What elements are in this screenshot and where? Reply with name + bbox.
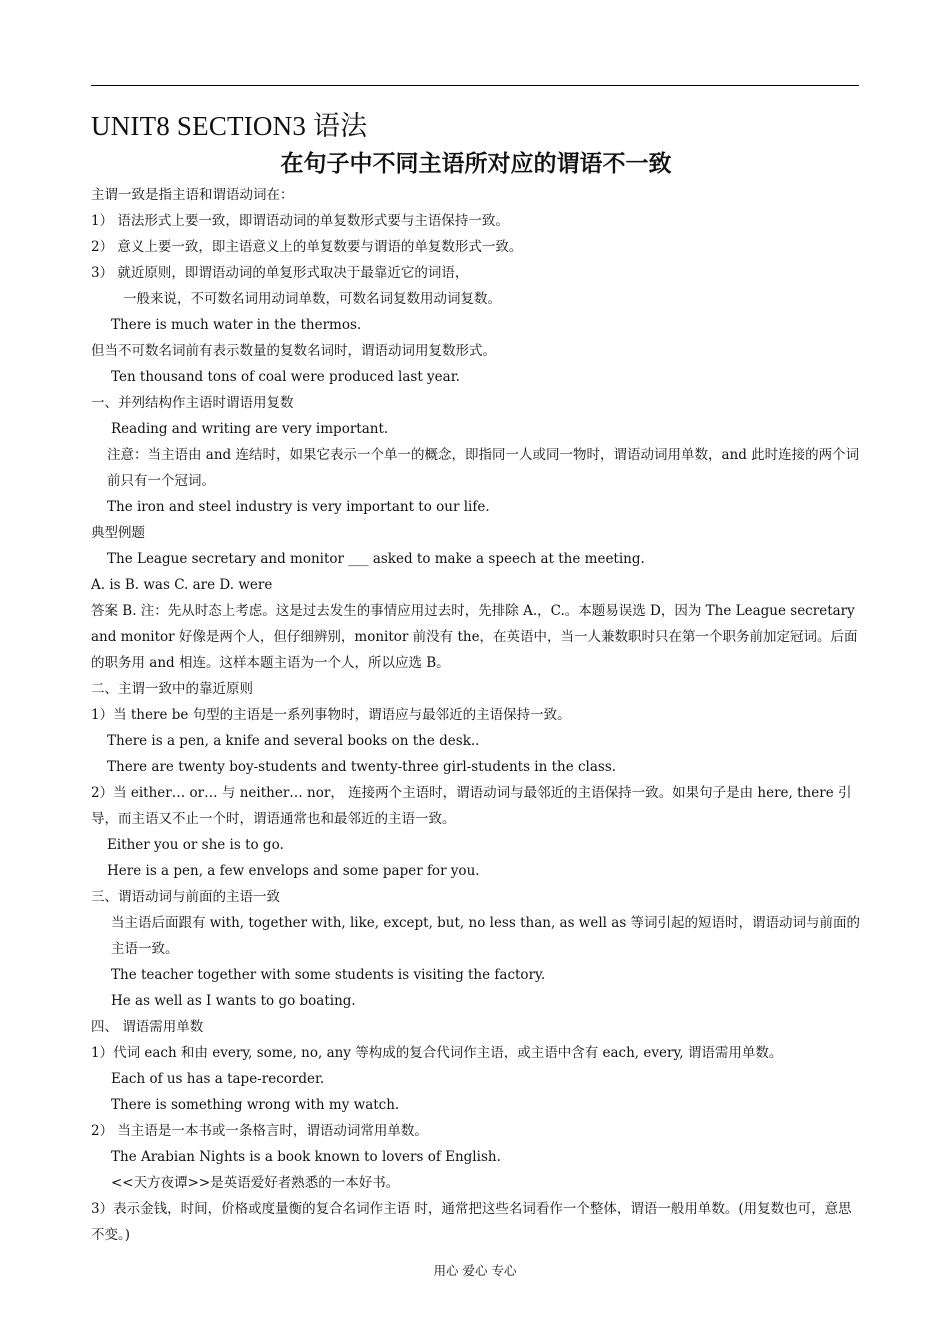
text-line: 主谓一致是指主语和谓语动词在： [91,187,294,203]
text-line: 注意：当主语由 and 连结时，如果它表示一个单一的概念，即指同一人或同一物时，谓语动词用单数，and 此时连接的两个词前只有一个冠词。 [107,447,860,489]
text-lines [91,182,861,1248]
text-line: There are twenty boy-students and twenty-three girl-students in the class. [107,759,617,775]
text-line: 典型例题 [91,525,145,541]
text-line: 1） 语法形式上要一致，即谓语动词的单复数形式要与主语保持一致。 [91,213,509,229]
text-line: The teacher together with some students is visiting the factory. [111,967,546,983]
text-line: 一般来说，不可数名词用动词单数，可数名词复数用动词复数。 [123,291,501,307]
text-line: 1）当 there be 句型的主语是一系列事物时，谓语应与最邻近的主语保持一致。 [91,707,571,723]
text-line: The League secretary and monitor ___ asked to make a speech at the meeting. [107,551,645,567]
text-line: 答案 B. 注：先从时态上考虑。这是过去发生的事情应用过去时，先排除 A.，C.。本题易误选 D，因为 The League secretary and monitor 好像是两个人，但仔细辨别，monitor 前没有 the，在英语中，当一人兼数职时只在第一个职务前加定冠词。后面的职务用 and 相连。这样本题主语为一个人，所以应选 B。 [91,603,858,671]
text-line: 当主语后面跟有 with, together with, like, except, but, no less than, as well as 等词引起的短语时，谓语动词与前面的主语一致。 [111,915,861,957]
text-line: There is much water in the thermos. [111,317,362,333]
text-line: 3）表示金钱，时间，价格或度量衡的复合名词作主语 时，通常把这些名词看作一个整体，谓语一般用单数。(用复数也可，意思不变。) [91,1201,852,1243]
header-rule [91,85,859,86]
text-line: 1）代词 each 和由 every, some, no, any 等构成的复合代词作主语，或主语中含有 each, every, 谓语需用单数。 [91,1045,783,1061]
text-line: A. is B. was C. are D. were [91,577,273,593]
page-subtitle: 在句子中不同主语所对应的谓语不一致 [280,151,672,177]
page-footer: 用心 爱心 专心 [433,1263,517,1278]
text-line: 一、并列结构作主语时谓语用复数 [91,395,294,411]
text-line: 2） 当主语是一本书或一条格言时，谓语动词常用单数。 [91,1123,428,1139]
text-line: <<天方夜谭>>是英语爱好者熟悉的一本好书。 [111,1175,400,1191]
text-line: He as well as I wants to go boating. [111,993,356,1009]
text-line: Ten thousand tons of coal were produced last year. [111,369,460,385]
text-line: 三、谓语动词与前面的主语一致 [91,889,280,905]
text-line: 四、 谓语需用单数 [91,1019,204,1035]
text-line: Each of us has a tape-recorder. [111,1071,325,1087]
text-line: 但当不可数名词前有表示数量的复数名词时，谓语动词用复数形式。 [91,343,496,359]
text-line: 二、主谓一致中的靠近原则 [91,681,253,697]
document-body [91,106,861,1248]
text-line: There is a pen, a knife and several books on the desk.. [107,733,480,749]
text-line: The Arabian Nights is a book known to lovers of English. [111,1149,501,1165]
text-line: The iron and steel industry is very important to our life. [107,499,490,515]
text-line: 3） 就近原则，即谓语动词的单复形式取决于最靠近它的词语， [91,265,469,281]
text-line: 2）当 either… or… 与 neither… nor， 连接两个主语时，谓语动词与最邻近的主语保持一致。如果句子是由 here, there 引导，而主语又不止一个时，谓语通常也和最邻近的主语一致。 [91,785,852,827]
text-line: 2） 意义上要一致，即主语意义上的单复数要与谓语的单复数形式一致。 [91,239,523,255]
text-line: Here is a pen, a few envelops and some paper for you. [107,863,480,879]
page-title: UNIT8 SECTION3 语法 [91,111,368,141]
text-line: Reading and writing are very important. [111,421,389,437]
text-line: There is something wrong with my watch. [111,1097,400,1113]
text-line: Either you or she is to go. [107,837,284,853]
